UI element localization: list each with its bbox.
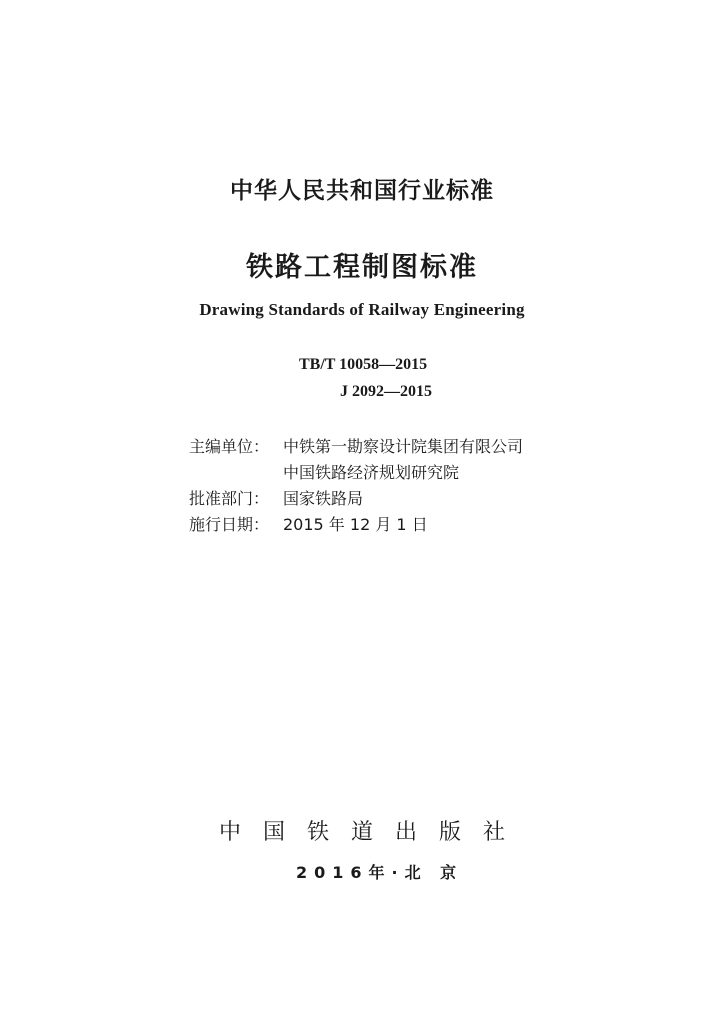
effective-date-row <box>189 512 523 538</box>
approver-label: 批准部门： <box>189 489 270 508</box>
standard-type-heading: 中华人民共和国行业标准 <box>230 178 494 204</box>
approver-name: 国家铁路局 <box>283 489 364 508</box>
publisher-name: 中国铁道出版社 <box>218 820 527 845</box>
info-block <box>189 434 523 538</box>
effective-date-value: 2015 年 12 月 1 日 <box>283 515 428 534</box>
editor-row <box>189 434 523 486</box>
publication-date-place: 2016年·北 京 <box>296 863 464 882</box>
editor-name-1: 中铁第一勘察设计院集团有限公司 <box>283 437 524 456</box>
editor-name-2: 中国铁路经济规划研究院 <box>283 463 460 482</box>
editor-values <box>283 434 523 486</box>
effective-date-label: 施行日期： <box>189 515 270 534</box>
approver-row <box>189 486 523 512</box>
main-title-english: Drawing Standards of Railway Engineering <box>199 300 525 319</box>
standard-code-j: J 2092—2015 <box>340 383 432 400</box>
editor-label: 主编单位： <box>189 437 270 456</box>
main-title-chinese: 铁路工程制图标准 <box>246 252 478 283</box>
standard-code-tb: TB/T 10058—2015 <box>299 356 428 373</box>
